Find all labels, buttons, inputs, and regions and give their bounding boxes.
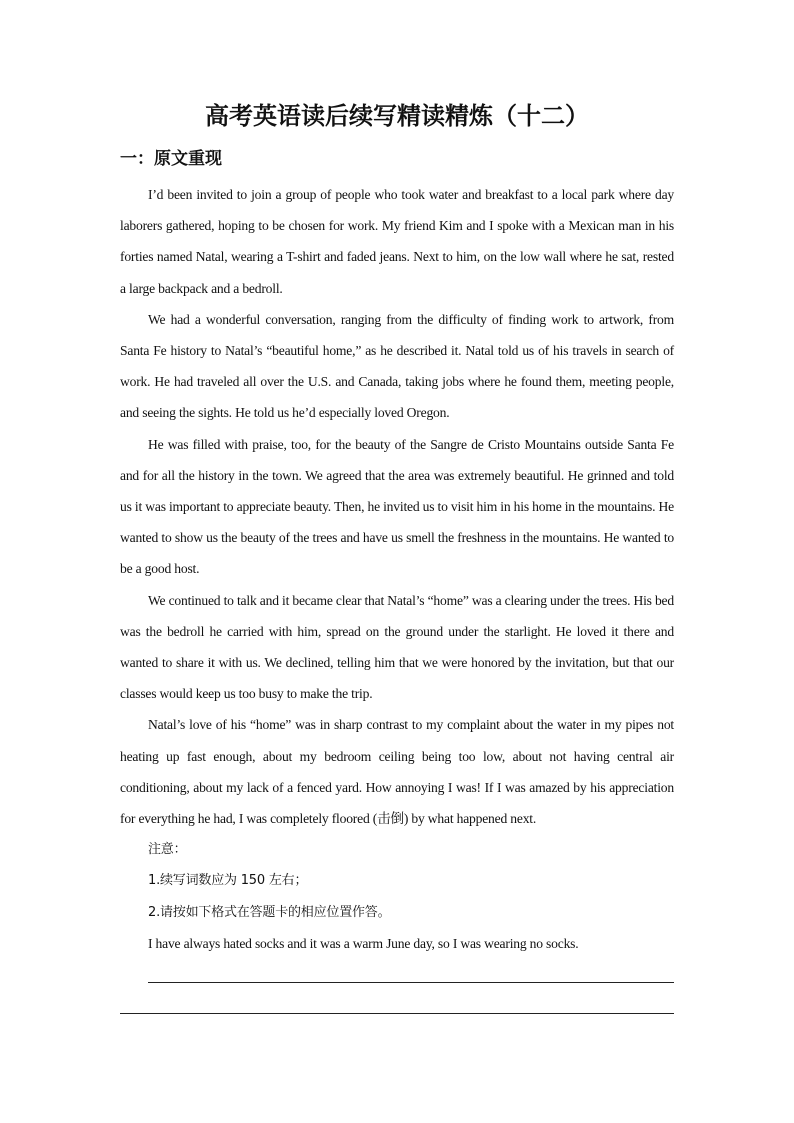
continuation-prompt: I have always hated socks and it was a warm June day, so I was wearing no socks.: [148, 935, 579, 951]
paragraph-1: I’d been invited to join a group of people who took water and breakfast to a local park where day laborers gathered, hoping to be chosen for work. My friend Kim and I spoke with a Mexican man in his forties named Natal, wearing a T-shirt and faded jeans. Next to him, on the low wall where he sat, rested a large backpack and a bedroll.: [120, 187, 674, 296]
paragraph-4: We continued to talk and it became clear that Natal’s “home” was a clearing under the trees. His bed was the bedroll he carried with him, spread on the ground under the starlight. He loved it there and wanted to share it with us. We declined, telling him that we were honored by the invitation, but that our classes would keep us too busy to make the trip.: [120, 592, 674, 702]
notes-label: 注意：: [148, 842, 187, 858]
paragraph-3: He was filled with praise, too, for the beauty of the Sangre de Cristo Mountains outside Santa Fe and for all the history in the town. We agreed that the area was extremely beautiful. He grinned and told us it was important to appreciate beauty. Then, he invited us to visit him in his home in the mountains. He wanted to show us the beauty of the trees and have us smell the freshness in the mountains. He wanted to be a good host.: [120, 436, 674, 577]
section-heading: 一：原文重现: [120, 149, 222, 169]
notes-item-1: 1.续写词数应为 150 左右；: [148, 873, 308, 889]
answer-line-2: [120, 1013, 674, 1014]
article-body: [120, 179, 674, 959]
paragraph-5: Natal’s love of his “home” was in sharp contrast to my complaint about the water in my pipes not heating up fast enough, about my bedroom ceiling being too low, about not having central air conditioning, about my lack of a fenced yard. How annoying I was! If I was amazed by his appreciation for everything he had, I was completely floored (击倒) by what happened next.: [120, 717, 674, 827]
answer-line-1: [148, 982, 674, 983]
page-title: 高考英语读后续写精读精炼（十二）: [205, 101, 589, 130]
notes-item-2: 2.请按如下格式在答题卡的相应位置作答。: [148, 904, 391, 920]
paragraph-2: We had a wonderful conversation, ranging from the difficulty of finding work to artwork, from Santa Fe history to Natal’s “beautiful home,” as he described it. Natal told us of his travels in search of work. He had traveled all over the U.S. and Canada, taking jobs where he found them, meeting people, and seeing the sights. He told us he’d especially loved Oregon.: [120, 311, 674, 421]
